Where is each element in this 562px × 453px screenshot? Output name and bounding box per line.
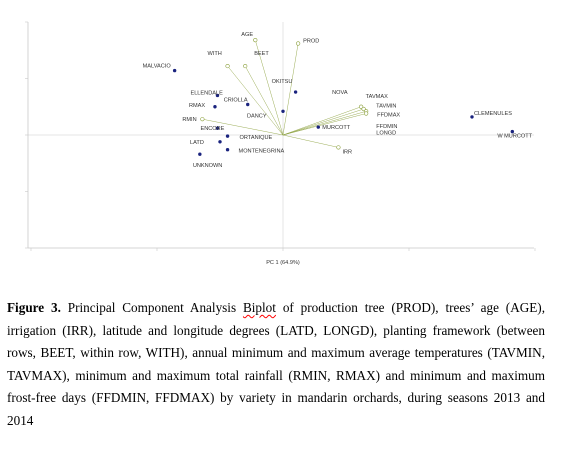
vector-line bbox=[283, 135, 338, 147]
vector-label: WITH bbox=[207, 51, 222, 58]
vector-end-marker bbox=[253, 38, 257, 42]
vector-end-marker bbox=[337, 146, 341, 150]
variable-label: LONGD bbox=[376, 130, 397, 137]
caption-text-rest: of production tree (PROD), trees’ age (AGE), irrigation (IRR), latitude and longitude degrees (LATD, LONGD), planting framework (between rows, BEET, within row, WITH), annual minimum and maximum average temperatures (TAVMIN, TAVMAX), minimum and maximum total rainfall (RMIN, RMAX) and minimum and maximum frost-free days (FFDMIN, FFDMAX) by variety in mandarin orchards, during seasons 2013 and 2014 bbox=[7, 300, 545, 428]
score-point bbox=[281, 110, 284, 113]
vector-label: FFDMAX bbox=[377, 112, 401, 119]
figure-caption bbox=[7, 297, 545, 432]
score-point bbox=[213, 105, 216, 108]
point-label: MALVACIO bbox=[142, 63, 171, 70]
score-point bbox=[173, 69, 176, 72]
score-points bbox=[173, 69, 514, 156]
figure-number: Figure 3. bbox=[7, 300, 61, 315]
vector-line bbox=[245, 66, 283, 135]
score-point bbox=[218, 140, 221, 143]
point-label: W MURCOTT bbox=[497, 133, 533, 140]
vector-end-marker bbox=[364, 112, 368, 116]
vector-label: AGE bbox=[241, 32, 254, 39]
point-label: CLEMENULES bbox=[474, 110, 512, 117]
vector-end-marker bbox=[201, 117, 205, 121]
vector-label: RMIN bbox=[182, 117, 197, 124]
vector-line bbox=[283, 111, 366, 135]
vector-end-marker bbox=[243, 64, 247, 68]
score-point bbox=[198, 153, 201, 156]
point-label: ENCORE bbox=[200, 126, 225, 133]
point-label: MONTENEGRINA bbox=[238, 148, 285, 155]
point-label: LATD bbox=[190, 139, 204, 146]
vector-label: TAVMIN bbox=[376, 103, 397, 110]
vector-end-marker bbox=[226, 64, 230, 68]
vector-label: BEET bbox=[254, 51, 269, 58]
score-point bbox=[226, 148, 229, 151]
vector-label: IRR bbox=[342, 149, 353, 156]
point-label: MURCOTT bbox=[322, 125, 351, 132]
score-point bbox=[294, 90, 297, 93]
vector-label: NOVA bbox=[332, 89, 348, 96]
x-axis-label: PC 1 (64.9%) bbox=[266, 260, 300, 266]
vector-line bbox=[283, 43, 298, 135]
score-point bbox=[317, 125, 320, 128]
point-label: ELLENDALE bbox=[190, 90, 223, 97]
caption-text-start: Principal Component Analysis bbox=[60, 300, 243, 315]
vector-label: PROD bbox=[303, 38, 320, 45]
point-label: RMAX bbox=[188, 102, 206, 109]
score-point bbox=[226, 134, 229, 137]
vector-line bbox=[283, 109, 364, 135]
variable-label: FFDMIN bbox=[376, 123, 398, 130]
point-label: ORTANIQUE bbox=[239, 135, 273, 142]
point-label: DANCY bbox=[247, 113, 267, 120]
point-label: OKITSU bbox=[271, 79, 293, 86]
caption-biplot-word: Biplot bbox=[242, 300, 276, 315]
chart-axes bbox=[25, 22, 535, 251]
vector-label: TAVMAX bbox=[365, 94, 388, 101]
vector-end-marker bbox=[296, 42, 300, 46]
point-label: UNKNOWN bbox=[192, 163, 223, 170]
point-label: CRIOLLA bbox=[223, 97, 248, 104]
